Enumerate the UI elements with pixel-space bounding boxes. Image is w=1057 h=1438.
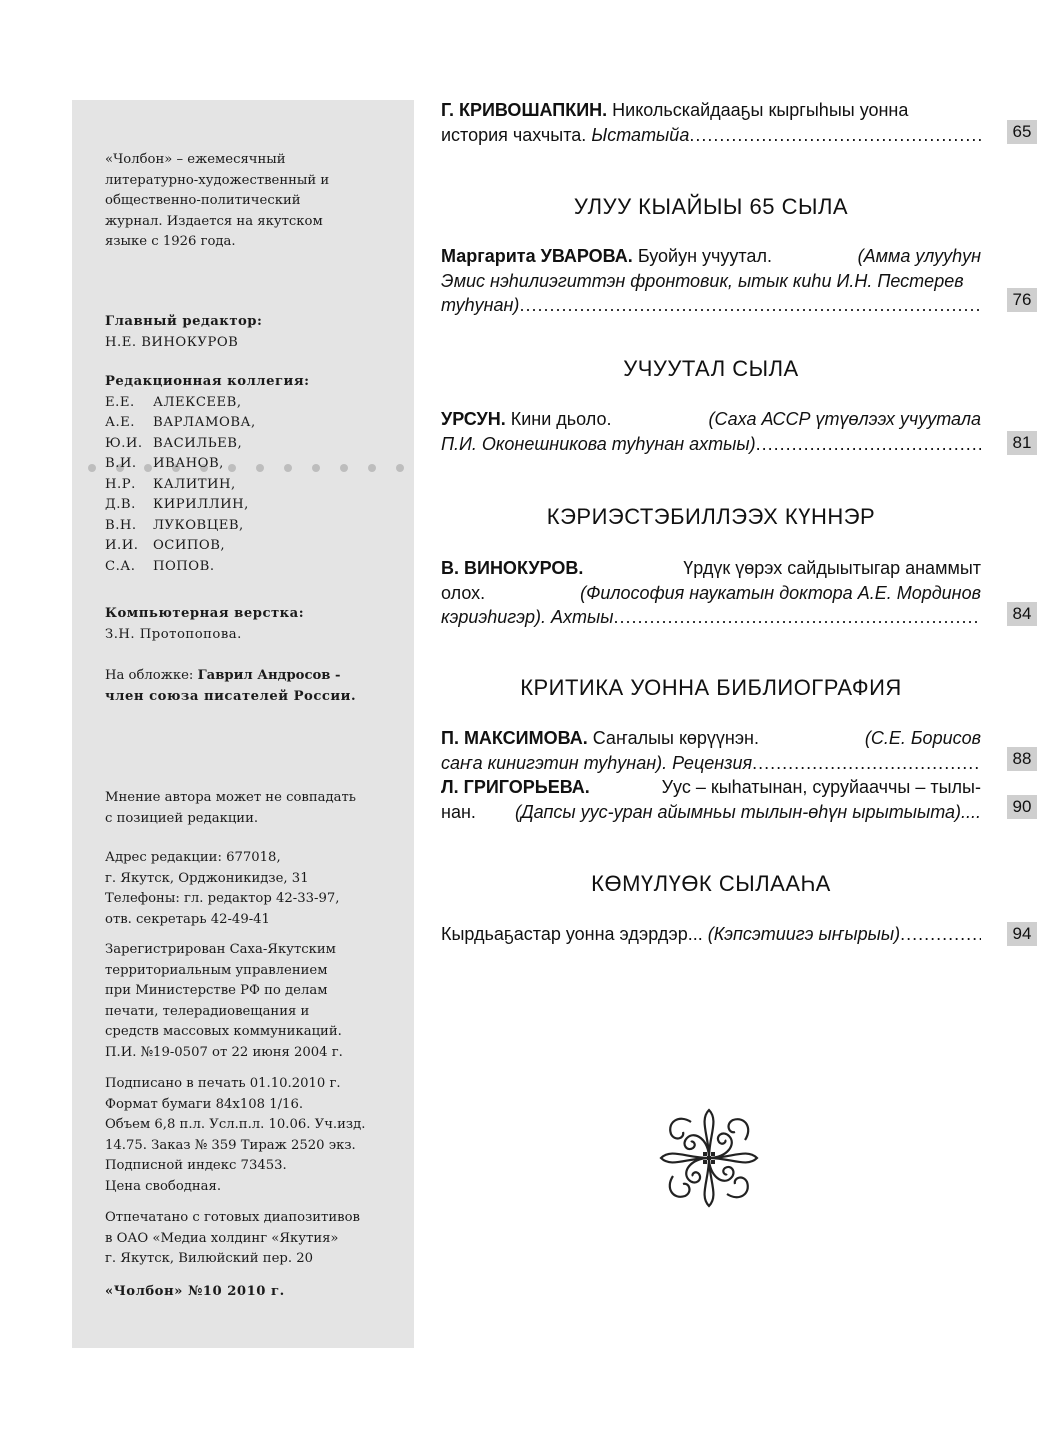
board-surname: ИВАНОВ, [153,456,224,471]
cover-line: член союза писателей России. [105,688,357,704]
entry-description: П.И. Оконешникова туһунан ахтыы) [441,433,756,454]
about-line: журнал. Издается на якутском [105,213,323,229]
about-line: «Чолбон» – ежемесячный [105,152,286,167]
leader-dots [756,432,981,457]
registration-line: Зарегистрирован Саха-Якутским [105,942,336,957]
board-member [105,516,405,537]
page-number: 84 [1007,602,1037,626]
cover-block [105,666,405,707]
printed-by-line: в ОАО «Медиа холдинг «Якутия» [105,1230,339,1246]
printed-by-line: Отпечатано с готовых диапозитивов [105,1210,360,1225]
page-number: 65 [1007,120,1037,144]
registration-line: территориальным управлением [105,962,328,978]
printed-by-block [105,1208,405,1270]
entry-author: УРСУН. [441,409,506,429]
address-line: Адрес редакции: 677018, [105,850,281,865]
chief-editor-block [105,312,405,353]
print-block [105,1074,405,1197]
entry-title: Кини дьоло. [510,409,612,429]
board-surname: ВАСИЛЬЕВ, [153,435,243,451]
chief-editor-label: Главный редактор: [105,314,263,329]
layout-name: З.Н. Протопопова. [105,626,242,642]
board-surname: АЛЕКСЕЕВ, [153,394,242,410]
toc-entry-vinokurov[interactable] [441,556,981,630]
board-member [105,495,405,516]
registration-line: при Министерстве РФ по делам [105,983,328,998]
entry-title: Кырдьаҕастар уонна эдэрдэр... [441,924,703,944]
section-heading: КРИТИКА УОННА БИБЛИОГРАФИЯ [520,675,902,700]
opinion-line: с позицией редакции. [105,810,259,826]
print-line: Подписано в печать 01.10.2010 г. [105,1076,341,1091]
entry-description: туһунан) [441,295,520,315]
page-number: 81 [1007,431,1037,455]
board-member [105,475,405,496]
print-line: 14.75. Заказ № 359 Тираж 2520 экз. [105,1137,356,1153]
board-member [105,413,405,434]
registration-line: печати, телерадиовещания и [105,1003,310,1019]
page-number: 76 [1007,288,1037,312]
board-surname: КИРИЛЛИН, [153,497,249,512]
board-surname: ПОПОВ. [153,558,215,574]
board-member [105,536,405,557]
entry-author: П. МАКСИМОВА. [441,728,588,748]
chief-editor-name: Н.Е. ВИНОКУРОВ [105,334,239,350]
leader-dots [519,293,981,318]
section-heading: КӨМҮЛҮӨК СЫЛААҺА [591,871,831,896]
entry-title: Саҥалыы көрүүнэн. [592,728,759,748]
print-line: Объем 6,8 п.л. Усл.п.л. 10.06. Уч.изд. [105,1117,366,1132]
entry-title: нан. [441,801,476,822]
toc-entry-grigorieva[interactable] [441,775,981,824]
entry-title: олох. [441,582,486,603]
leader-dots [752,751,981,776]
entry-title: Никольскайдааҕы кыргыһыы уонна [612,100,909,120]
board-initials: Ю.И. [105,435,143,451]
board-initials: Е.Е. [105,394,135,410]
imprint-panel [72,100,414,1348]
board-member [105,454,405,475]
board-initials: А.Е. [105,415,135,430]
board-surname: ЛУКОВЦЕВ, [153,517,244,533]
board-member [105,393,405,414]
board-initials: Н.Р. [105,476,136,492]
registration-line: средств массовых коммуникаций. [105,1024,342,1039]
board-initials: С.А. [105,558,136,574]
entry-author: Г. КРИВОШАПКИН. [441,100,608,120]
page-number: 88 [1007,747,1037,771]
printed-by-line: г. Якутск, Вилюйский пер. 20 [105,1251,313,1266]
board-member [105,557,405,578]
entry-author: Маргарита УВАРОВА. [441,246,633,266]
registration-line: П.И. №19-0507 от 22 июня 2004 г. [105,1044,343,1060]
print-line: Цена свободная. [105,1178,222,1194]
board-initials: Д.В. [105,497,136,512]
entry-title: история чахчыта. [441,124,587,145]
entry-description: (Кэпсэтиигэ ыҥырыы) [707,924,901,944]
toc-entry-maksimova[interactable] [441,726,981,775]
entry-title: Уус – кыһатынан, суруйааччы – тылы- [661,777,981,797]
board-initials: И.И. [105,538,139,553]
page-number: 94 [1007,922,1037,946]
board-surname: ОСИПОВ, [153,538,226,553]
board-surname: ВАРЛАМОВА, [153,415,256,430]
registration-block [105,940,405,1063]
address-line: г. Якутск, Орджоникидзе, 31 [105,870,309,886]
section-heading: УЧУУТАЛ СЫЛА [623,356,799,381]
leader-dots [900,922,981,947]
board-surname: КАЛИТИН, [153,476,236,492]
section-heading: КЭРИЭСТЭБИЛЛЭЭХ КҮННЭР [546,504,876,529]
entry-author: Л. ГРИГОРЬЕВА. [441,777,590,797]
entry-description: кэриэһигэр). Ахтыы [441,607,614,627]
page-number: 90 [1007,795,1037,819]
entry-description: саҥа кинигэтин туһунан). Рецензия [441,752,753,773]
entry-description: (Саха АССР үтүөлээх учуутала [708,409,981,429]
about-line: языке с 1926 года. [105,234,236,249]
cover-author: Гаврил Андросов - [197,668,341,683]
ornament-icon [651,1100,767,1216]
address-line: Телефоны: гл. редактор 42-33-97, [105,891,340,906]
leader-dots [613,605,981,630]
toc-entry-ursun[interactable] [441,407,981,456]
entry-author: В. ВИНОКУРОВ. [441,558,584,578]
entry-title: Буойун учуутал. [637,246,772,266]
opinion-block [105,788,405,829]
section-heading: УЛУУ КЫАЙЫЫ 65 СЫЛА [573,194,849,219]
board-member [105,434,405,455]
toc-entry-krivoshapkin[interactable] [441,98,981,147]
entry-description: (Амма улууһун [857,246,981,266]
entry-description: (С.Е. Борисов [864,728,981,748]
issue-number: «Чолбон» №10 2010 г. [105,1284,285,1299]
board-initials: В.И. [105,456,137,471]
layout-label: Компьютерная верстка: [105,606,305,621]
entry-description: (Философия наукатын доктора А.Е. Мординов [580,582,981,603]
board-initials: В.Н. [105,517,137,533]
opinion-line: Мнение автора может не совпадать [105,790,356,805]
cover-label: На обложке: [105,668,194,683]
leader-dots [689,123,981,148]
about-line: общественно-политический [105,193,301,208]
editorial-board-block [105,372,405,577]
print-line: Формат бумаги 84x108 1/16. [105,1096,304,1112]
about-line: литературно-художественный и [105,172,330,188]
editorial-board-label: Редакционная коллегия: [105,374,310,389]
layout-block [105,604,405,645]
entry-genre: Ыстатыйа [591,124,690,145]
toc-entry-uvarova[interactable] [441,244,981,318]
address-block [105,848,405,930]
entry-description: Эмис нэһилиэгиттэн фронтовик, ытык киһи И.Н. Пестерев [441,270,964,291]
print-line: Подписной индекс 73453. [105,1158,287,1173]
address-line: отв. секретарь 42-49-41 [105,911,270,927]
entry-description: (Дапсы уус-уран айымньы тылын-өһүн ырытыыта).... [514,801,981,822]
entry-title: Үрдүк үөрэх сайдыытыгар анаммыт [683,558,981,578]
about-block [105,150,405,253]
toc-entry-elders[interactable] [441,922,981,947]
